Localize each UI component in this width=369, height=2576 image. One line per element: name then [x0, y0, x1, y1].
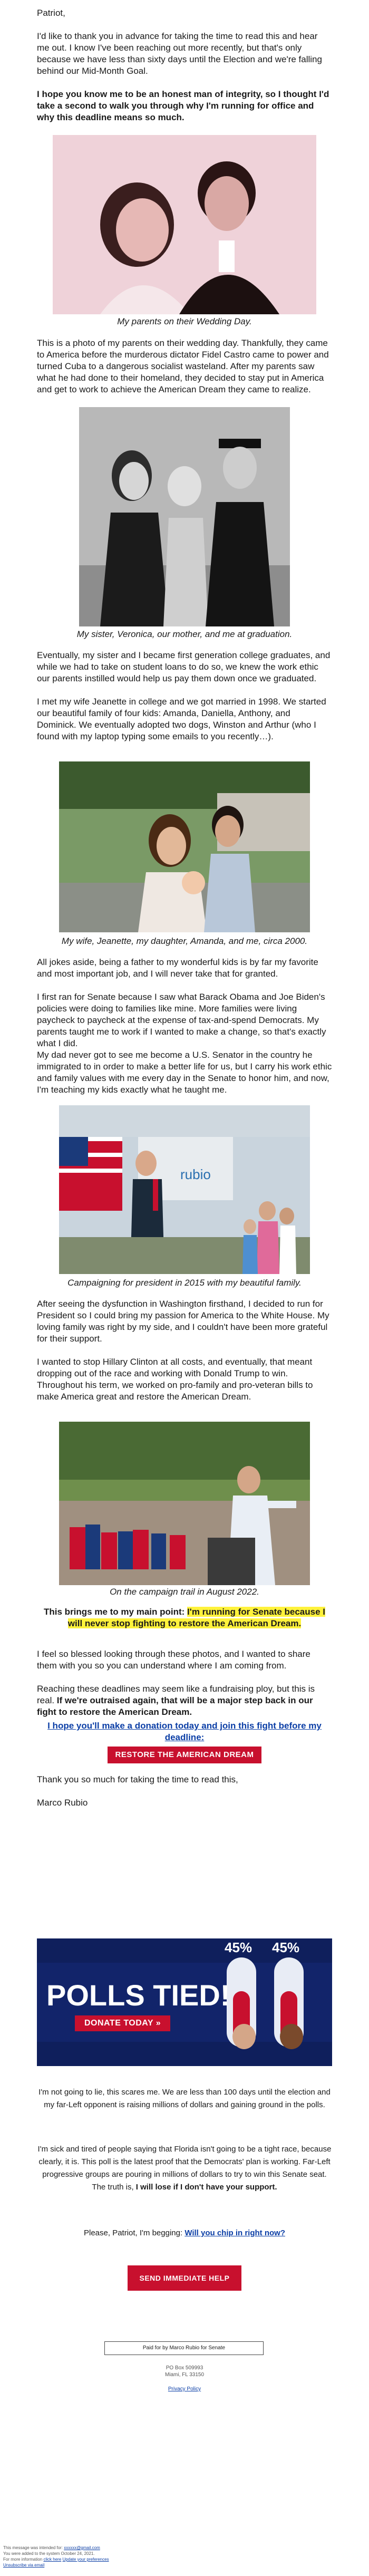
polls-tied-banner[interactable] [37, 1938, 332, 2066]
father-paragraph: All jokes aside, being a father to my wonderful kids is by far my favorite and most important job, and I will never take that for granted. [37, 957, 318, 979]
privacy-policy-link[interactable]: Privacy Policy [168, 2386, 201, 2392]
banner-pct-left: 45% [225, 1940, 253, 1955]
graduates-paragraph: Eventually, my sister and I became first generation college graduates, and while we had to take on student loans to do so, we knew the work ethic our parents instilled would help us pay them down once we graduated. [37, 650, 331, 683]
address-line-2: Miami, FL 33150 [164, 2372, 205, 2378]
graduation-photo-caption: My sister, Veronica, our mother, and me at graduation. [76, 629, 293, 639]
campaign-2022-photo [59, 1422, 310, 1585]
footer-intended: This message was intended for: [3, 2545, 63, 2550]
jeanette-paragraph: I met my wife Jeanette in college and we got married in 1998. We started our beautiful family of four kids: Amanda, Daniella, Anthony, and Dominick. We eventually adopted two dogs, Winston and Arthur (who I found with my laptop typing some emails to you recently…). [37, 697, 326, 741]
dad-paragraph: My dad never got to see me become a U.S. Senator in the country he immigrated to in order to make a better life for us, but I carry his work ethic and family values with me every day in the Senate to honor him, and now, I'm teaching my kids exactly what he taught me. [37, 1050, 332, 1095]
thanks-text: Thank you so much for taking the time to read this, [37, 1774, 238, 1784]
campaign-2015-photo [59, 1105, 310, 1274]
donate-link[interactable]: I hope you'll make a donation today and join this fight before my deadline: [47, 1721, 322, 1742]
intro-paragraph: I'd like to thank you in advance for taking the time to read this and hear me out. I know I've been reaching out more recently, but that's only because we have less than sixty days until the Election and we're falling behind our Mid-Month Goal. [37, 31, 322, 76]
main-point-lead: This brings me to my main point: [44, 1607, 188, 1617]
parents-photo-caption: My parents on their Wedding Day. [117, 316, 252, 326]
paid-for-text: Paid for by Marco Rubio for Senate [142, 2345, 226, 2351]
main-point-highlight: I'm running for Senate because I will never stop fighting to restore the American Dream. [67, 1607, 325, 1628]
reaching-paragraph: Reaching these deadlines may seem like a fundraising ploy, but this is real. If we're outraised again, that will be a major step back in our fight to restore the American Dream. [37, 1684, 315, 1717]
send-help-button[interactable]: SEND IMMEDIATE HELP [128, 2265, 241, 2291]
campaign-2022-caption: On the campaign trail in August 2022. [110, 1587, 259, 1597]
footer-click-here-link[interactable]: click here [43, 2557, 62, 2562]
banner-donate-button[interactable]: DONATE TODAY » [75, 2015, 170, 2031]
family-2000-photo [59, 761, 310, 932]
family-2000-caption: My wife, Jeanette, my daughter, Amanda, and me, circa 2000. [61, 936, 308, 946]
president-paragraph: After seeing the dysfunction in Washington firsthand, I decided to run for President so I could bring my passion for America to the White House. My loving family was right by my side, and I couldn't have been more grateful for their support. [37, 1299, 329, 1344]
intro-bold-paragraph: I hope you know me to be an honest man of integrity, so I thought I'd take a second to walk you through why I'm running for office and why this deadline means so much. [37, 89, 329, 122]
signature: Marco Rubio [37, 1798, 88, 1808]
footer-update-preferences-link[interactable]: Update your preferences [62, 2557, 109, 2562]
scared-paragraph: I'm not going to lie, this scares me. We are less than 100 days until the election and my far-Left opponent is raising millions of dollars and gaining ground in the polls. [38, 2088, 331, 2109]
parents-wedding-photo [53, 135, 316, 314]
senate-paragraph: I first ran for Senate because I saw what Barack Obama and Joe Biden's policies were doing to families like mine. More families were living paycheck to paycheck at the expense of tax-and-spend Democrats. My parents taught me to work if I wanted to make a change, so that's exactly what I did. [37, 992, 326, 1048]
footer-more-info: For more information [3, 2557, 43, 2562]
footer-added: You were added to the system October 24, 2021. [3, 2551, 95, 2556]
begging-paragraph: Please, Patriot, I'm begging: Will you chip in right now? [84, 2228, 285, 2237]
greeting-block [37, 7, 332, 19]
chip-in-link[interactable]: Will you chip in right now? [184, 2228, 285, 2237]
blessed-paragraph: I feel so blessed looking through these photos, and I wanted to share them with you so you can understand where I am coming from. [37, 1649, 310, 1671]
restore-button[interactable]: RESTORE THE AMERICAN DREAM [108, 1747, 261, 1763]
svg-text:rubio: rubio [180, 1166, 211, 1182]
address-line-1: PO Box 509993 [166, 2365, 203, 2371]
paid-for-box [104, 2341, 264, 2355]
greeting: Patriot, [37, 8, 65, 18]
banner-pct-right: 45% [272, 1940, 300, 1955]
graduation-photo [79, 407, 290, 626]
parents-paragraph: This is a photo of my parents on their wedding day. Thankfully, they came to America before the murderous dictator Fidel Castro came to power and turned Cuba to a dangerous socialist wasteland. After my parents saw what he had done to their homeland, they decided to stay put in America and get to work to achieve the American Dream they came to realize. [37, 338, 329, 394]
main-point-block [37, 1606, 332, 1629]
legal-footer [3, 2545, 193, 2568]
footer-unsubscribe-link[interactable]: Unsubscribe via email [3, 2563, 45, 2568]
campaign-2015-caption: Campaigning for president in 2015 with my beautiful family. [67, 1278, 302, 1288]
sick-paragraph: I'm sick and tired of people saying that Florida isn't going to be a tight race, because clearly, it is. This poll is the latest proof that the Democrats' plan is working. Far-Left progressive groups are pouring in millions of dollars to try to win this Senate seat. The truth is, I will lose if I don't have your support. [37, 2145, 332, 2192]
banner-title: POLLS TIED! [46, 1979, 230, 2012]
footer-email-link[interactable]: xxxxxx@gmail.com [64, 2545, 100, 2550]
hillary-paragraph: I wanted to stop Hillary Clinton at all costs, and eventually, that meant dropping out of the race and working with Donald Trump to win. Throughout his term, we worked on pro-family and pro-veteran bills to make America great and restore the American Dream. [37, 1357, 313, 1402]
